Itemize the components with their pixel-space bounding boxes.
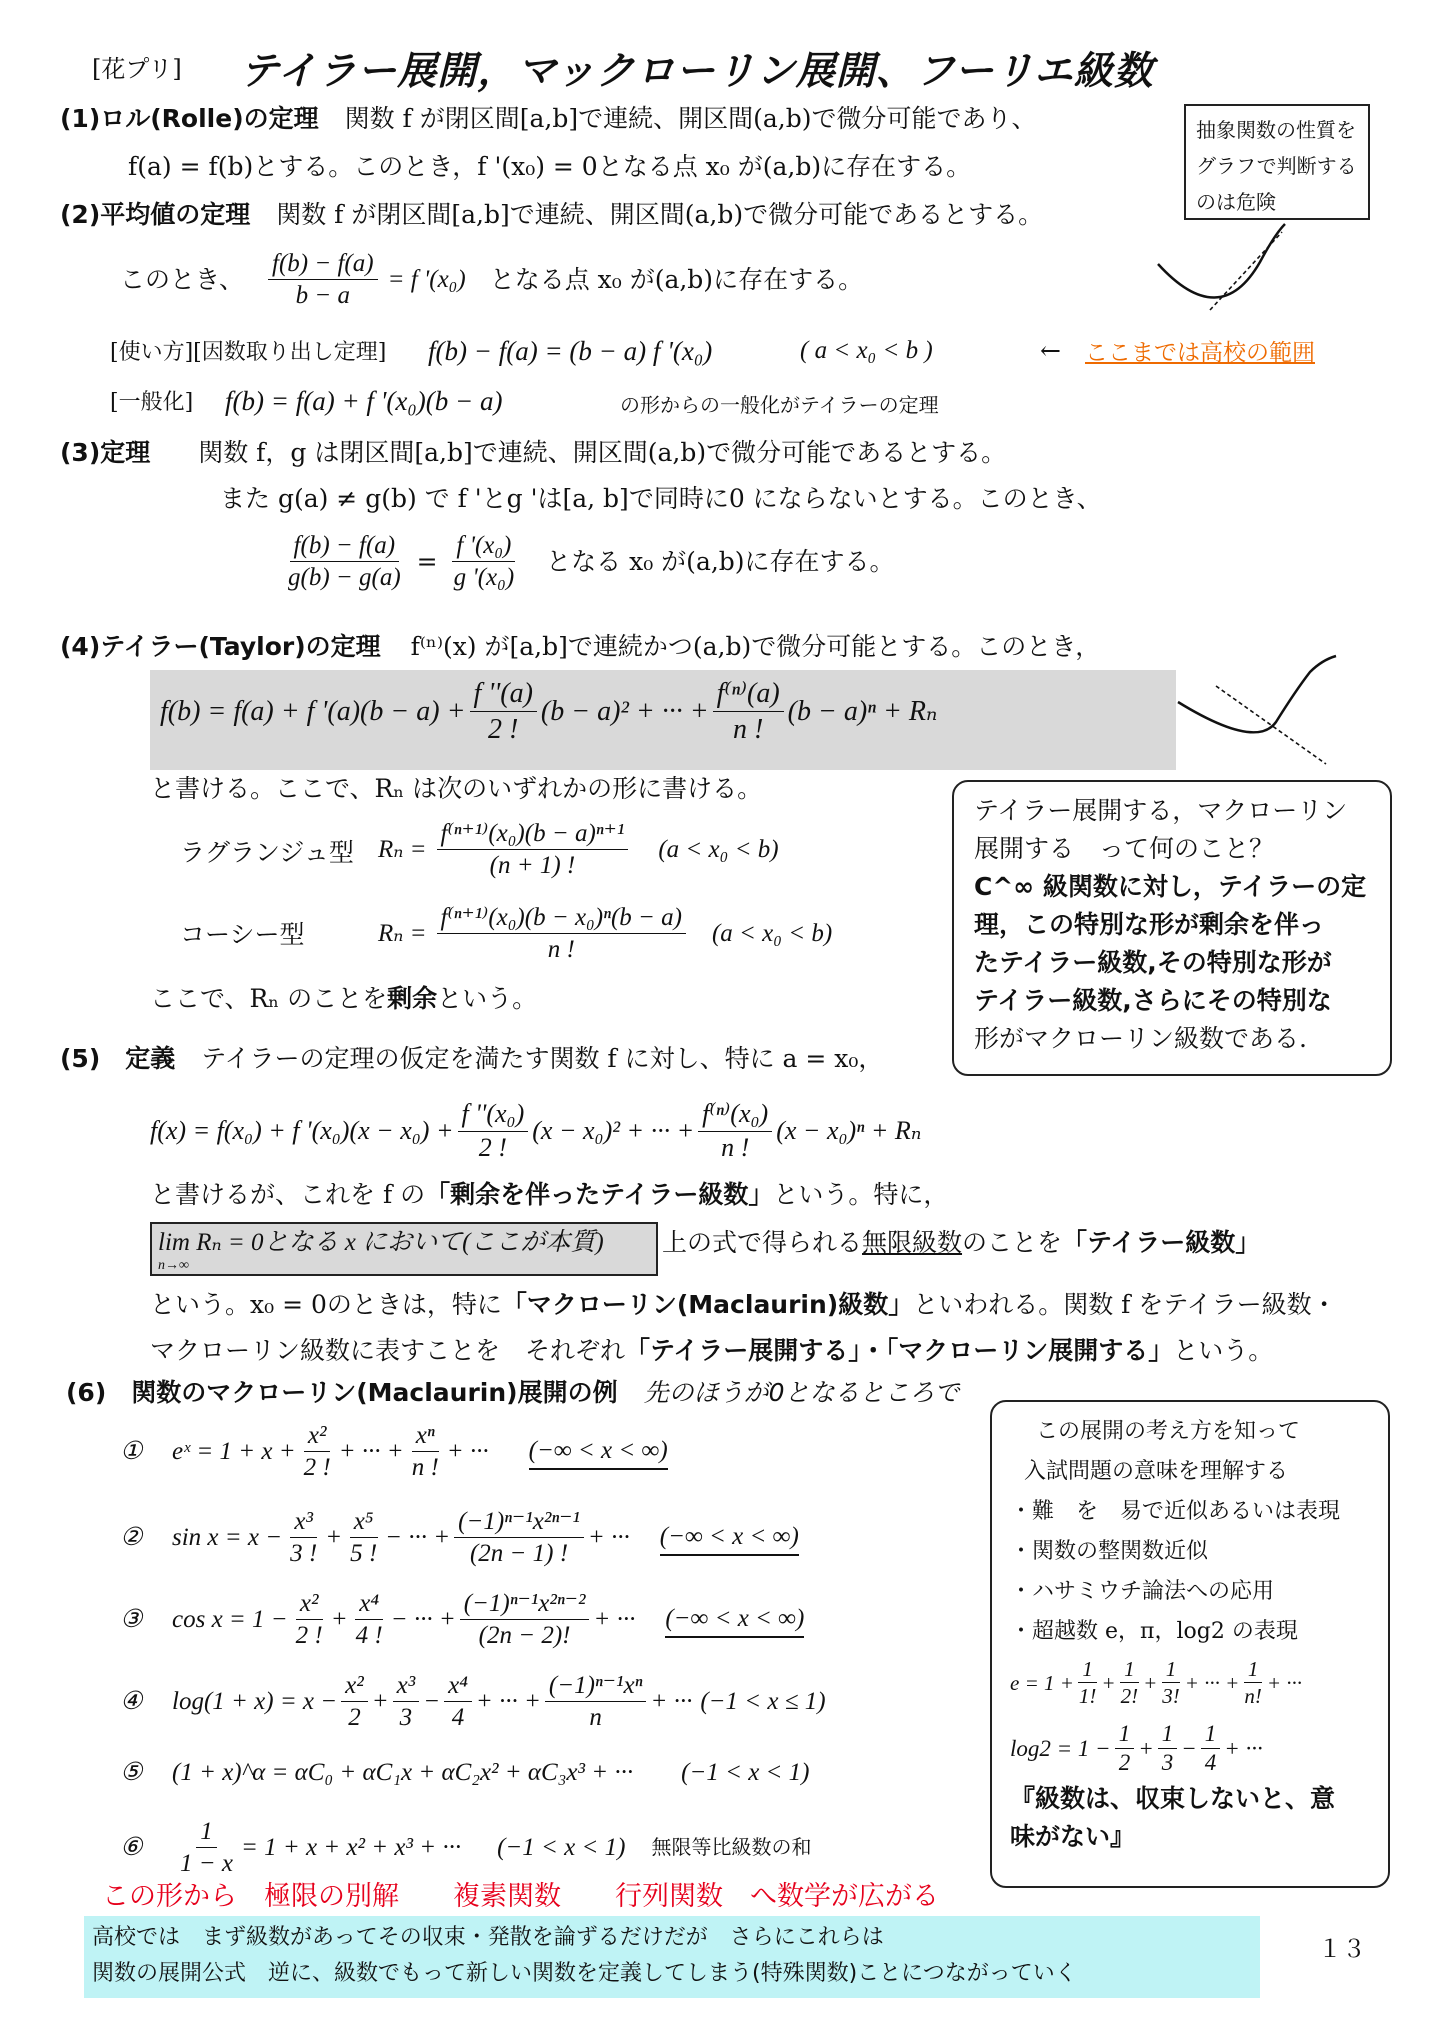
e3-frac2	[352, 1588, 387, 1652]
s5-l4b: 「マクローリン(Maclaurin)級数」	[501, 1290, 914, 1319]
section-2-line1: 関数 f が閉区間[a,b]で連続、開区間(a,b)で微分可能であるとする。	[276, 200, 1044, 229]
note3-line1: この展開の考え方を知って	[1036, 1419, 1301, 1444]
e-series-d2: 2!	[1120, 1684, 1139, 1709]
lagrange-formula	[378, 818, 779, 882]
taylor-formula	[160, 676, 937, 747]
remainder-def-a: ここで、Rₙ のことを	[150, 984, 388, 1013]
e4-mid1: +	[371, 1687, 389, 1715]
e2-frac1	[286, 1506, 321, 1570]
section-5-line1: テイラーの定理の仮定を満たす関数 f に対し、特に a = x₀，	[201, 1044, 884, 1073]
e-series-lhs: e = 1 +	[1010, 1670, 1074, 1695]
cauchy-left-denominator: g(b) − g(a)	[288, 564, 401, 592]
s5-l3e: 「テイラー級数」	[1062, 1228, 1261, 1257]
log2-series-d1: 2	[1118, 1750, 1131, 1776]
e4-tail: + ···	[650, 1687, 693, 1715]
e1-mark: ①	[120, 1437, 143, 1465]
e2-d1: 3 !	[290, 1540, 318, 1568]
ts-frac-2-den: 2 !	[478, 1132, 507, 1162]
log2-series-tail: + ···	[1224, 1735, 1263, 1761]
taylor-frac-2	[470, 676, 537, 747]
section-3	[60, 436, 1006, 470]
e3-frac1	[292, 1588, 327, 1652]
ts-part-c: (x − x₀)ⁿ + Rₙ	[776, 1116, 922, 1145]
footer-line2: 関数の展開公式 逆に、級数でもって新しい関数を定義してしまう(特殊関数)ことにつながっていく	[92, 1961, 1077, 1986]
e4-d4: n	[589, 1704, 602, 1732]
remainder-intro: と書ける。ここで、Rₙ は次のいずれかの形に書ける。	[150, 774, 763, 803]
e6-mark: ⑥	[120, 1833, 143, 1861]
e3-n3: (−1)ⁿ⁻¹x²ⁿ⁻²	[460, 1588, 590, 1620]
e-series-d1: 1!	[1078, 1684, 1097, 1709]
cauchy-remainder-denominator: n !	[547, 936, 575, 964]
s5-l2c: という。特に，	[773, 1180, 949, 1209]
taylor-frac-2-num: f ''(a)	[470, 676, 537, 712]
lagrange-fraction	[437, 818, 629, 882]
e4-n4: (−1)ⁿ⁻¹xⁿ	[545, 1670, 647, 1702]
e5-mark: ⑤	[120, 1759, 143, 1786]
note2-line7: 形がマクローリン級数である.	[974, 1024, 1307, 1053]
e4-lhs: log(1 + x) = x −	[172, 1687, 338, 1715]
section-5	[60, 1042, 883, 1076]
use-formula: f(b) − f(a) = (b − a) f '(x₀)	[428, 336, 713, 366]
e1-lhs: eˣ = 1 + x +	[172, 1437, 296, 1465]
e6-note: 無限等比級数の和	[651, 1836, 812, 1859]
e4-n2: x³	[393, 1670, 420, 1702]
e4-mid2: −	[423, 1687, 441, 1715]
cauchy-remainder-fraction	[437, 902, 686, 966]
lagrange-label: ラグランジュ型	[180, 838, 354, 867]
note3-quote1: 『級数は、収束しないと、意	[1010, 1784, 1336, 1813]
note-box-danger: 抽象関数の性質をグラフで判断するのは危険	[1184, 104, 1370, 220]
cauchy-label: コーシー型	[180, 920, 305, 949]
note3-line2: 入試問題の意味を理解する	[1024, 1459, 1289, 1484]
ts-part-a: f(x) = f(x₀) + f '(x₀)(x − x₀) +	[150, 1116, 454, 1145]
remainder-definition	[150, 982, 537, 1016]
mean-value-tail: となる点 x₀ が(a,b)に存在する。	[489, 264, 864, 294]
note2-line5: たテイラー級数,その特別な形が	[974, 948, 1332, 977]
e6-rhs: = 1 + x + x² + x³ + ···	[240, 1833, 462, 1861]
note3-line5: ・ハサミウチ論法への応用	[1010, 1579, 1275, 1604]
s5-l2a: と書けるが、これを f の	[150, 1180, 426, 1209]
e3-d3: (2n − 2)!	[478, 1622, 571, 1650]
ts-frac-n-den: n !	[721, 1132, 750, 1162]
section-6	[66, 1376, 959, 1410]
e6-n1: 1	[196, 1816, 217, 1848]
note3-line3: ・難 を 易で近似あるいは表現	[1010, 1499, 1341, 1524]
s5-l3d: のことを	[962, 1228, 1063, 1257]
ts-frac-n-num: f⁽ⁿ⁾(x₀)	[698, 1098, 772, 1132]
e1-n1: x²	[304, 1420, 331, 1452]
e2-n3: (−1)ⁿ⁻¹x²ⁿ⁻¹	[454, 1506, 584, 1538]
section-2	[60, 198, 1043, 232]
cauchy-remainder-lhs: Rₙ =	[378, 919, 427, 947]
e4-frac1	[341, 1670, 368, 1734]
section-3-heading: (3)定理	[60, 438, 151, 467]
taylor-frac-n	[713, 676, 784, 747]
e2-mark: ②	[120, 1523, 143, 1551]
e3-tail: + ···	[593, 1605, 636, 1633]
expansion-cos	[120, 1588, 804, 1652]
e-series-n4: 1	[1244, 1656, 1263, 1683]
section-5-line4	[150, 1288, 1337, 1322]
e4-mid3: + ··· +	[475, 1687, 541, 1715]
cauchy-tail: となる x₀ が(a,b)に存在する。	[546, 546, 895, 576]
footer-band	[84, 1916, 1260, 1998]
cauchy-remainder-condition: (a < x₀ < b)	[711, 919, 833, 947]
taylor-frac-2-den: 2 !	[488, 714, 519, 745]
e3-mid2: − ··· +	[390, 1605, 456, 1633]
mean-value-formula	[120, 248, 863, 312]
taylor-part-a: f(b) = f(a) + f '(a)(b − a) +	[160, 695, 466, 727]
note2-line6: テイラー級数,さらにその特別な	[974, 986, 1332, 1015]
e1-n2: xⁿ	[412, 1420, 439, 1452]
e3-cond: (−∞ < x < ∞)	[665, 1602, 804, 1638]
cauchy-remainder-formula	[378, 902, 832, 966]
e4-mark: ④	[120, 1687, 143, 1715]
e-series-d3: 3!	[1162, 1684, 1180, 1709]
mean-value-rhs: = f '(x₀)	[387, 265, 466, 293]
e3-mark: ③	[120, 1605, 143, 1633]
note-box-taylor	[952, 780, 1392, 1076]
e4-n1: x²	[341, 1670, 368, 1702]
taylor-frac-n-num: f⁽ⁿ⁾(a)	[713, 676, 784, 712]
log2-series-lhs: log2 = 1 −	[1010, 1735, 1111, 1761]
e3-n2: x⁴	[355, 1588, 383, 1620]
highschool-scope-link: ここまでは高校の範囲	[1085, 340, 1315, 366]
expansion-sin	[120, 1506, 799, 1570]
cauchy-right-fraction	[450, 530, 519, 594]
log2-series-n2: 1	[1158, 1720, 1178, 1750]
generalization-note: の形からの一般化がテイラーの定理	[620, 393, 939, 417]
e4-d2: 3	[399, 1704, 413, 1732]
log2-series: log2 = 1 − $\frac{1}{2}$ + $\frac{1}{3}$ − $\frac{1}{4}$ + ···	[1010, 1720, 1370, 1779]
ts-frac-n	[698, 1098, 772, 1164]
note2-line2: 展開する って何のこと？	[974, 834, 1275, 863]
e3-d2: 4 !	[355, 1622, 383, 1650]
page-title: テイラー展開，マックローリン展開、フーリエ級数	[240, 49, 1154, 94]
extension-note: この形から 極限の別解 複素関数 行列関数 へ数学が広がる	[102, 1881, 939, 1912]
section-1-line2: f(a) = f(b)とする。このとき，f '(x₀) = 0となる点 x₀ が(a,b)に存在する。	[128, 152, 972, 181]
e4-cond: (−1 < x ≤ 1)	[700, 1687, 826, 1715]
e1-d1: 2 !	[303, 1454, 331, 1482]
e2-n1: x³	[290, 1506, 317, 1538]
e-series-n1: 1	[1078, 1656, 1097, 1683]
lagrange-lhs: Rₙ =	[378, 835, 427, 863]
section-5-line3	[662, 1226, 1260, 1260]
s5-l5b: 「テイラー展開する」・「マクローリン展開する」	[625, 1336, 1174, 1365]
section-4	[60, 630, 1100, 664]
e2-d3: (2n − 1) !	[469, 1540, 569, 1568]
e2-frac2	[346, 1506, 381, 1570]
e1-d2: n !	[411, 1454, 439, 1482]
log2-series-d3: 4	[1204, 1750, 1217, 1776]
lagrange-condition: (a < x₀ < b)	[658, 835, 779, 863]
generalization-label: [一般化]	[110, 390, 194, 415]
e2-mid2: − ··· +	[385, 1523, 451, 1551]
section-4-line1: f⁽ⁿ⁾(x) が[a,b]で連続かつ(a,b)で微分可能とする。このとき，	[410, 632, 1101, 661]
use-label: [使い方][因数取り出し定理]	[110, 340, 387, 365]
e6-d1: 1 − x	[180, 1850, 233, 1878]
e4-frac2	[393, 1670, 420, 1734]
section-2-heading: (2)平均値の定理	[60, 200, 251, 229]
e-series-n3: 1	[1162, 1656, 1181, 1683]
note-box-exam	[990, 1400, 1390, 1888]
note3-line4: ・関数の整関数近似	[1010, 1539, 1209, 1564]
e2-tail: + ···	[587, 1523, 630, 1551]
mean-value-fraction	[268, 248, 378, 312]
e2-cond: (−∞ < x < ∞)	[660, 1520, 799, 1556]
mean-value-numerator: f(b) − f(a)	[268, 248, 378, 280]
limit-subscript: n→∞	[158, 1258, 189, 1273]
note3-line6: ・超越数 e，π，log2 の表現	[1010, 1619, 1298, 1644]
expansion-exp	[120, 1420, 668, 1484]
e4-d1: 2	[348, 1704, 361, 1732]
note2-line4: 理，この特別な形が剰余を伴っ	[974, 910, 1325, 939]
log2-series-n3: 1	[1201, 1720, 1221, 1750]
e6-frac	[176, 1816, 237, 1880]
e2-lhs: sin x = x −	[172, 1523, 283, 1551]
e1-frac2	[408, 1420, 443, 1484]
taylor-series-formula	[150, 1098, 921, 1164]
e3-n1: x²	[296, 1588, 323, 1620]
section-1	[60, 102, 1036, 136]
section-6-heading: (6) 関数のマクローリン(Maclaurin)展開の例	[66, 1378, 618, 1407]
e-series-mid: + ··· +	[1184, 1670, 1240, 1695]
e4-frac4	[545, 1670, 647, 1734]
taylor-part-b: (b − a)² + ··· +	[540, 695, 709, 727]
e5-cond: (−1 < x < 1)	[681, 1759, 810, 1786]
e3-frac3	[460, 1588, 590, 1652]
s5-l5c: という。	[1173, 1336, 1274, 1365]
cauchy-right-denominator: g '(x₀)	[453, 564, 515, 592]
note2-line1: テイラー展開する，マクローリン	[974, 796, 1348, 825]
expansion-geometric	[120, 1816, 811, 1880]
ts-frac-2-num: f ''(x₀)	[458, 1098, 529, 1132]
s5-l3c: 無限級数	[862, 1228, 963, 1257]
taylor-frac-n-den: n !	[732, 714, 764, 745]
e-series: e = 1 + $\frac{1}{1!}$ + $\frac{1}{2!}$ + $\frac{1}{3!}$ + ··· + $\frac{1}{n!}$ + ···	[1010, 1657, 1303, 1709]
s5-l5a: マクローリン級数に表すことを それぞれ	[150, 1336, 626, 1365]
page-number: １３	[1318, 1935, 1366, 1963]
log2-series-n1: 1	[1115, 1720, 1135, 1750]
section-4-heading: (4)テイラー(Taylor)の定理	[60, 632, 381, 661]
section-1-heading: (1)ロル(Rolle)の定理	[60, 104, 319, 133]
lagrange-denominator: (n + 1) !	[489, 852, 576, 880]
tangent-graph-1	[1150, 222, 1290, 322]
footer-line1: 高校では まず級数があってその収束・発散を論ずるだけだが さらにこれらは	[92, 1925, 884, 1950]
e4-frac3	[444, 1670, 472, 1734]
e-series-tail: + ···	[1266, 1670, 1303, 1695]
e2-mid1: +	[325, 1523, 343, 1551]
e1-cond: (−∞ < x < ∞)	[529, 1434, 668, 1470]
use-condition: ( a < x₀ < b )	[800, 337, 933, 364]
e2-d2: 5 !	[350, 1540, 378, 1568]
e3-lhs: cos x = 1 −	[172, 1605, 288, 1633]
e1-tail: + ···	[446, 1437, 489, 1465]
remainder-def-b: 剰余	[387, 984, 438, 1013]
header-tag: [花プリ]	[92, 55, 182, 83]
e1-mid: + ··· +	[338, 1437, 404, 1465]
section-3-line2: また g(a) ≠ g(b) で f 'とg 'は[a, b]で同時に0 にならないとする。このとき、	[220, 484, 1102, 513]
arrow-left-icon: ←	[1040, 336, 1061, 365]
cauchy-right-numerator: f '(x₀)	[452, 530, 515, 562]
section-6-sub: 先のほうが0となるところで	[643, 1378, 960, 1407]
e2-frac3	[454, 1506, 584, 1570]
limit-condition: lim Rₙ = 0となる x において(ここが本質)	[158, 1229, 604, 1256]
mean-value-denominator: b − a	[295, 282, 350, 310]
mean-value-lead: このとき、	[120, 264, 245, 294]
e3-d1: 2 !	[295, 1622, 323, 1650]
e4-n3: x⁴	[444, 1670, 472, 1702]
remainder-def-c: という。	[437, 984, 538, 1013]
section-5-line5	[150, 1334, 1273, 1368]
tangent-graph-2	[1176, 650, 1340, 766]
section-5-heading: (5) 定義	[60, 1044, 176, 1073]
s5-l4a: という。x₀ = 0のときは，特に	[150, 1290, 502, 1319]
s5-l2b: 「剰余を伴ったテイラー級数」	[425, 1180, 774, 1209]
expansion-log	[120, 1670, 826, 1734]
e5-lhs: (1 + x)^α = αC₀ + αC₁x + αC₂x² + αC₃x³ + ···	[172, 1759, 634, 1786]
ts-part-b: (x − x₀)² + ··· +	[532, 1116, 695, 1145]
s5-l3b: 上の式で得られる	[662, 1228, 863, 1257]
cauchy-left-fraction	[284, 530, 405, 594]
e-series-n2: 1	[1120, 1656, 1139, 1683]
cauchy-left-numerator: f(b) − f(a)	[290, 530, 400, 562]
e6-cond: (−1 < x < 1)	[497, 1833, 626, 1861]
taylor-part-c: (b − a)ⁿ + Rₙ	[787, 695, 938, 727]
expansion-binomial	[120, 1756, 809, 1790]
log2-series-d2: 3	[1161, 1750, 1174, 1776]
e4-d3: 4	[451, 1704, 465, 1732]
lagrange-numerator: f⁽ⁿ⁺¹⁾(x₀)(b − a)ⁿ⁺¹	[437, 818, 629, 850]
e3-mid1: +	[330, 1605, 348, 1633]
cauchy-mvt-formula: $\frac{f(b) - f(a)}{g(b) - g(a)}$ = $\frac{\text{f '(x₀)}}{\text{g '(x₀)}}$ となる x₀ が(a,b)に存在する。	[280, 530, 895, 594]
cauchy-remainder-numerator: f⁽ⁿ⁺¹⁾(x₀)(b − x₀)ⁿ(b − a)	[437, 902, 686, 934]
e1-frac1	[300, 1420, 335, 1484]
generalization-formula: f(b) = f(a) + f '(x₀)(b − a)	[225, 386, 503, 416]
e-series-d4: n!	[1244, 1684, 1262, 1709]
section-1-line1: 関数 f が閉区間[a,b]で連続、開区間(a,b)で微分可能であり、	[344, 104, 1037, 133]
section-5-line2	[150, 1178, 948, 1212]
note2-line3: C^∞ 級関数に対し，テイラーの定	[974, 872, 1367, 901]
e2-n2: x⁵	[350, 1506, 378, 1538]
ts-frac-2	[458, 1098, 529, 1164]
s5-l4c: といわれる。関数 f をテイラー級数・	[913, 1290, 1337, 1319]
note3-quote2: 味がない』	[1010, 1822, 1136, 1851]
section-3-line1: 関数 f，g は閉区間[a,b]で連続、開区間(a,b)で微分可能であるとする。	[198, 438, 1007, 467]
